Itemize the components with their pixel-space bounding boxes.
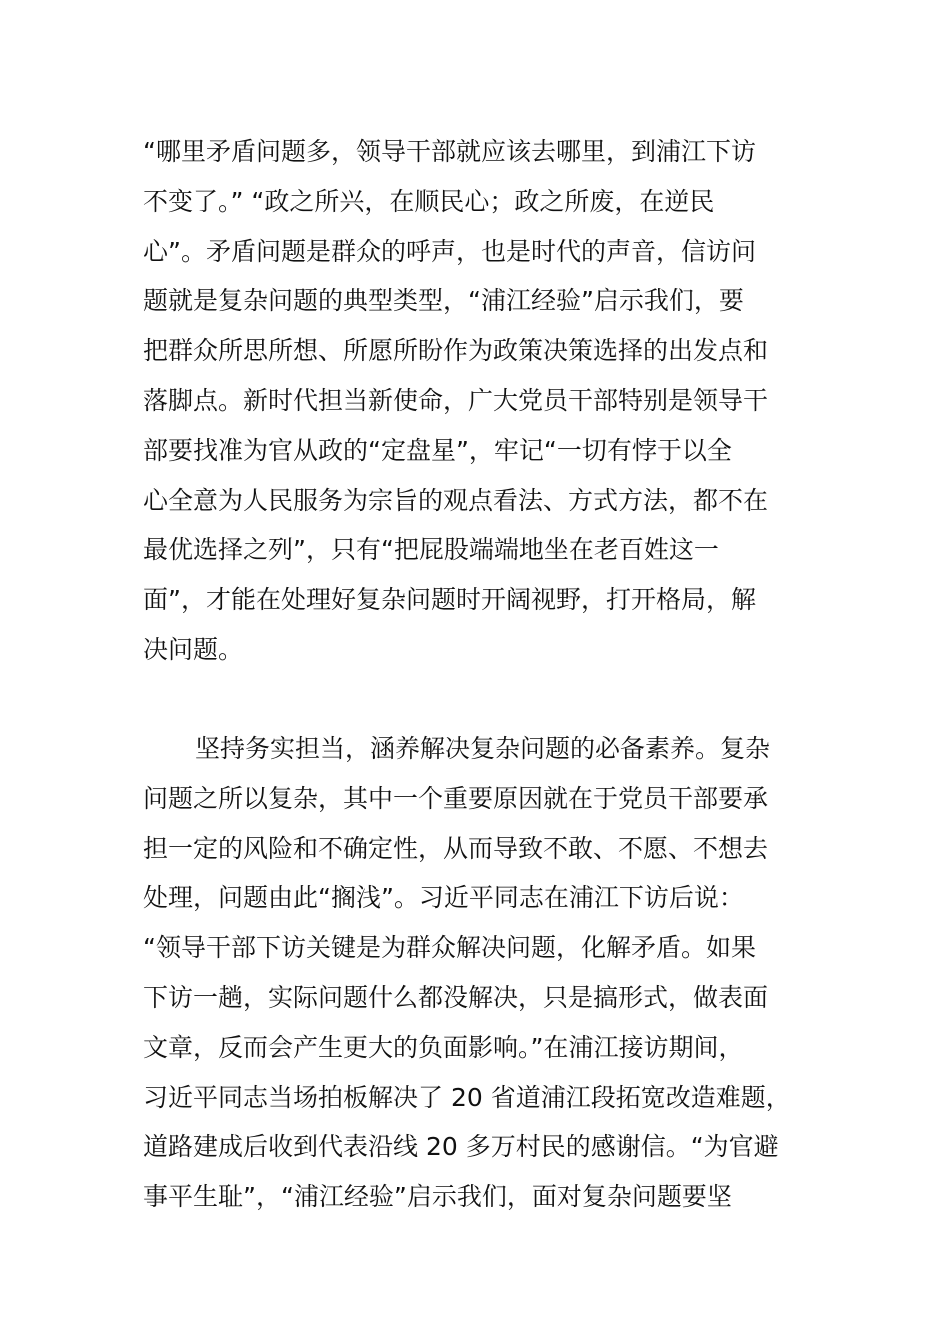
text-line: 担一定的风险和不确定性，从而导致不敢、不愿、不想去	[143, 833, 769, 863]
text-line: “领导干部下访关键是为群众解决问题，化解矛盾。如果	[143, 933, 756, 963]
text-line: 心”。矛盾问题是群众的呼声，也是时代的声音，信访问	[143, 236, 756, 266]
text-line: 道路建成后收到代表沿线 20 多万村民的感谢信。“为官避	[143, 1132, 779, 1162]
text-line: 下访一趟，实际问题什么都没解决，只是搞形式，做表面	[143, 982, 769, 1012]
text-line: 问题之所以复杂，其中一个重要原因就在于党员干部要承	[143, 783, 769, 813]
text-line: 处理，问题由此“搁浅”。习近平同志在浦江下访后说：	[143, 883, 744, 913]
text-line: “哪里矛盾问题多，领导干部就应该去哪里，到浦江下访	[143, 137, 756, 166]
paragraph-2	[143, 724, 809, 1222]
paragraph-1	[143, 127, 809, 675]
text-line: 不变了。” “政之所兴，在顺民心；政之所废，在逆民	[143, 186, 715, 216]
text-line: 事平生耻”，“浦江经验”启示我们，面对复杂问题要坚	[143, 1182, 732, 1212]
text-line: 把群众所思所想、所愿所盼作为政策决策选择的出发点和	[143, 336, 769, 366]
text-line: 坚持务实担当，涵养解决复杂问题的必备素养。复杂	[195, 734, 771, 763]
text-line: 部要找准为官从政的“定盘星”，牢记“一切有悖于以全	[143, 435, 732, 465]
text-line: 习近平同志当场拍板解决了 20 省道浦江段拓宽改造难题，	[143, 1082, 791, 1112]
text-line: 决问题。	[143, 634, 244, 664]
text-line: 最优选择之列”，只有“把屁股端端地坐在老百姓这一	[143, 535, 719, 565]
text-line: 文章，反而会产生更大的负面影响。”在浦江接访期间，	[143, 1032, 744, 1062]
text-line: 题就是复杂问题的典型类型，“浦江经验”启示我们，要	[143, 286, 744, 316]
text-line: 面”，才能在处理好复杂问题时开阔视野，打开格局，解	[143, 585, 756, 615]
text-line: 落脚点。新时代担当新使命，广大党员干部特别是领导干	[143, 385, 769, 415]
text-line: 心全意为人民服务为宗旨的观点看法、方式方法，都不在	[143, 485, 769, 515]
